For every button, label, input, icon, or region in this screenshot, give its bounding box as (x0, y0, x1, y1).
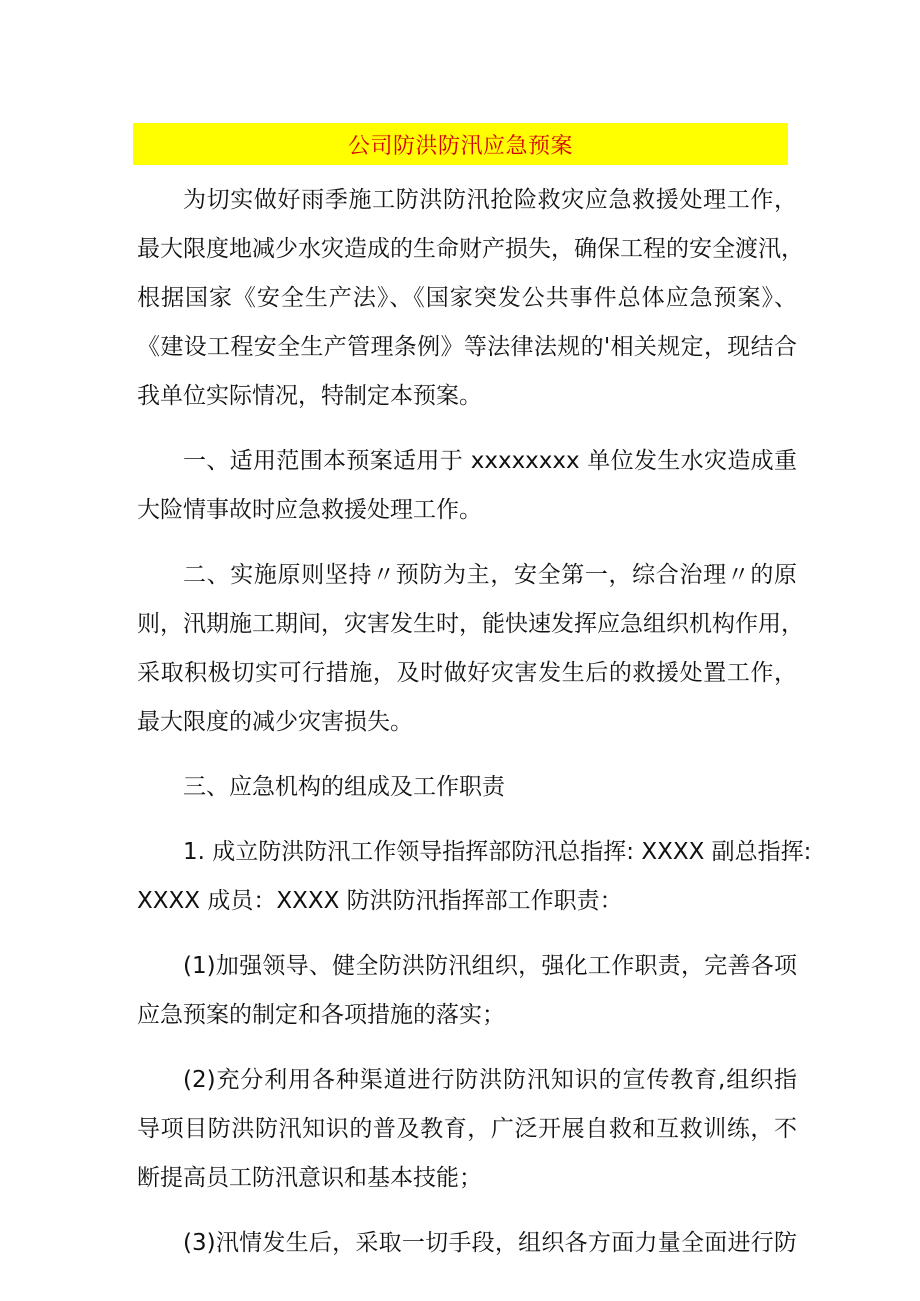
text-line: 三、应急机构的组成及工作职责 (183, 774, 505, 800)
text-line: 最大限度的减少灾害损失。 (137, 709, 413, 735)
text-line: 最大限度地减少水灾造成的生命财产损失，确保工程的安全渡汛， (137, 236, 804, 262)
duty-item-2 (137, 1056, 797, 1203)
text-line: XXXX 成员：XXXX 防洪防汛指挥部工作职责： (137, 888, 623, 914)
text-line: 断提高员工防汛意识和基本技能； (137, 1165, 482, 1191)
text-line: (3)汛情发生后，采取一切手段，组织各方面力量全面进行防 (183, 1230, 797, 1256)
title-highlight (133, 123, 788, 165)
text-line: (1)加强领导、健全防洪防汛组织，强化工作职责，完善各项 (183, 953, 797, 979)
duty-item-3 (137, 1219, 797, 1268)
text-line: 1. 成立防洪防汛工作领导指挥部防汛总指挥: XXXX 副总指挥: (183, 839, 812, 865)
text-line: 二、实施原则坚持〃预防为主，安全第一，综合治理〃的原 (183, 562, 797, 588)
text-line: 为切实做好雨季施工防洪防汛抢险救灾应急救援处理工作， (183, 187, 797, 213)
text-line: 应急预案的制定和各项措施的落实； (137, 1002, 505, 1028)
paragraph-principles (137, 551, 804, 747)
document-title: 公司防洪防汛应急预案 (347, 133, 573, 159)
section-heading-3 (137, 763, 797, 812)
text-line: 大险情事故时应急救援处理工作。 (137, 497, 482, 523)
text-line: 采取积极切实可行措施，及时做好灾害发生后的救援处置工作， (137, 660, 797, 686)
text-line: 导项目防洪防汛知识的普及教育，广泛开展自救和互救训练，不 (137, 1116, 797, 1142)
paragraph-command (137, 828, 812, 926)
text-line: 根据国家《安全生产法》、《国家突发公共事件总体应急预案》、 (137, 285, 797, 311)
text-line: (2)充分利用各种渠道进行防洪防汛知识的宣传教育,组织指 (183, 1067, 797, 1093)
text-line: 则，汛期施工期间，灾害发生时，能快速发挥应急组织机构作用， (137, 611, 804, 637)
text-line: 一、适用范围本预案适用于 xxxxxxxx 单位发生水灾造成重 (183, 448, 797, 474)
text-line: 我单位实际情况，特制定本预案。 (137, 383, 482, 409)
text-line: 《建设工程安全生产管理条例》等法律法规的'相关规定，现结合 (137, 334, 797, 360)
paragraph-intro (137, 176, 804, 421)
paragraph-scope (137, 437, 797, 535)
document-body (137, 176, 812, 1284)
duty-item-1 (137, 942, 797, 1040)
